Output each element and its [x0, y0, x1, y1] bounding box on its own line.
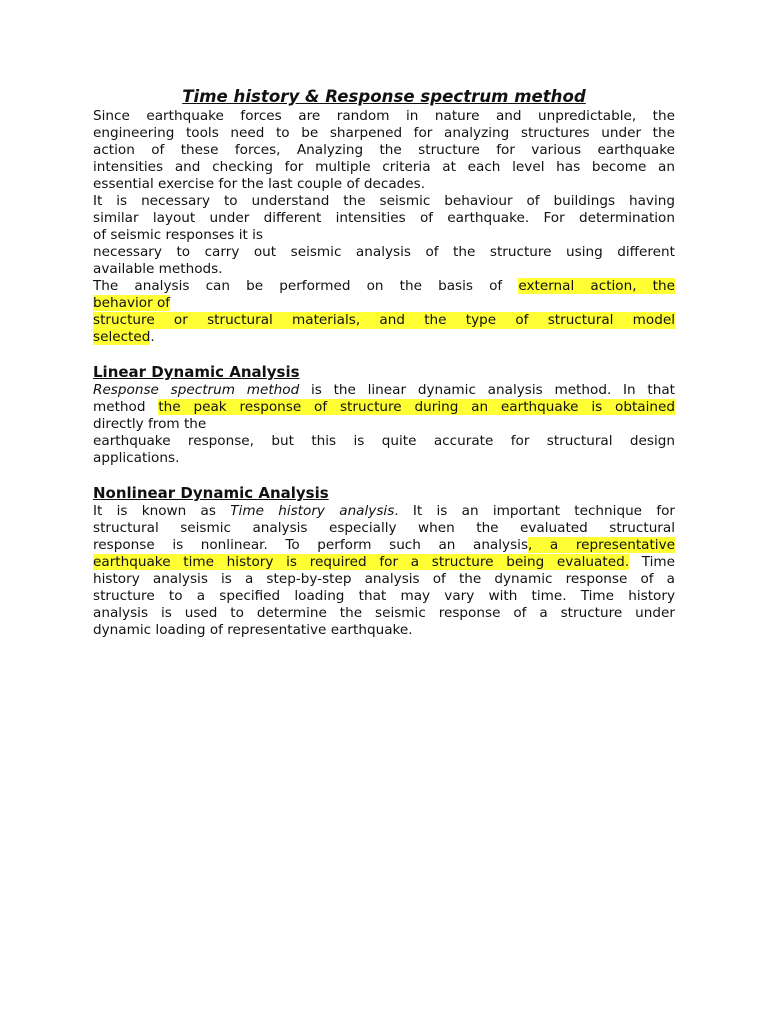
spacer [93, 467, 675, 484]
plain-text: method [93, 399, 159, 415]
text-line: history analysis is a step-by-step analysis of the dynamic response of a [93, 571, 675, 587]
nonlinear-paragraph [93, 503, 675, 639]
italic-term: Time history analysis [230, 503, 395, 519]
text-line: action of these forces, Analyzing the structure for various earthquake [93, 142, 675, 158]
plain-text: The analysis can be performed on the basis of [93, 278, 519, 294]
page-title: Time history & Response spectrum method [182, 87, 586, 106]
intro-paragraph-1 [93, 108, 675, 193]
highlighted-text: structure or structural materials, and the type of structural model [93, 312, 675, 328]
document-page [93, 86, 675, 639]
text-line [93, 399, 675, 416]
text-line: dynamic loading of representative earthquake. [93, 622, 413, 638]
text-line [93, 537, 675, 554]
text-line [93, 382, 675, 399]
highlighted-text: , a representative [528, 537, 675, 553]
text-line: applications. [93, 450, 180, 466]
text-line: structural seismic analysis especially when the evaluated structural [93, 520, 675, 536]
text-line: analysis is used to determine the seismic response of a structure under [93, 605, 675, 621]
plain-text: . It is an important technique for [394, 503, 676, 519]
text-line: of seismic responses it is [93, 227, 263, 243]
plain-text: . [150, 329, 155, 345]
text-line [93, 278, 675, 295]
highlighted-text: selected [93, 329, 151, 345]
section-heading-linear: Linear Dynamic Analysis [93, 363, 300, 381]
italic-term: Response spectrum method [93, 382, 300, 398]
text-line: directly from the [93, 416, 207, 432]
text-line [93, 329, 675, 346]
intro-paragraph-3 [93, 278, 675, 346]
text-line: necessary to carry out seismic analysis of the structure using different [93, 244, 675, 260]
text-line [93, 503, 675, 520]
text-line: earthquake response, but this is quite accurate for structural design [93, 433, 675, 449]
spacer [93, 346, 675, 363]
text-line: similar layout under different intensities of earthquake. For determination [93, 210, 675, 226]
highlighted-text: external action, the [518, 278, 675, 294]
text-line: Since earthquake forces are random in nature and unpredictable, the [93, 108, 675, 124]
text-line: engineering tools need to be sharpened for analyzing structures under the [93, 125, 675, 141]
intro-paragraph-2 [93, 193, 675, 278]
highlighted-text: the peak response of structure during an earthquake is obtained [158, 399, 675, 415]
section-heading-nonlinear: Nonlinear Dynamic Analysis [93, 484, 329, 502]
text-line [93, 554, 675, 571]
text-line: available methods. [93, 261, 223, 277]
plain-text: is the linear dynamic analysis method. In that [299, 382, 675, 398]
highlighted-text: behavior of [93, 295, 171, 311]
text-line: structure to a specified loading that may vary with time. Time history [93, 588, 675, 604]
linear-paragraph [93, 382, 675, 467]
highlighted-text: earthquake time history is required for a structure being evaluated. [93, 554, 630, 570]
plain-text: Time [629, 554, 675, 570]
text-line: intensities and checking for multiple criteria at each level has become an [93, 159, 675, 175]
text-line: essential exercise for the last couple of decades. [93, 176, 426, 192]
plain-text: response is nonlinear. To perform such an analysis [93, 537, 529, 553]
plain-text: It is known as [93, 503, 231, 519]
text-line: It is necessary to understand the seismic behaviour of buildings having [93, 193, 675, 209]
text-line [93, 295, 675, 312]
